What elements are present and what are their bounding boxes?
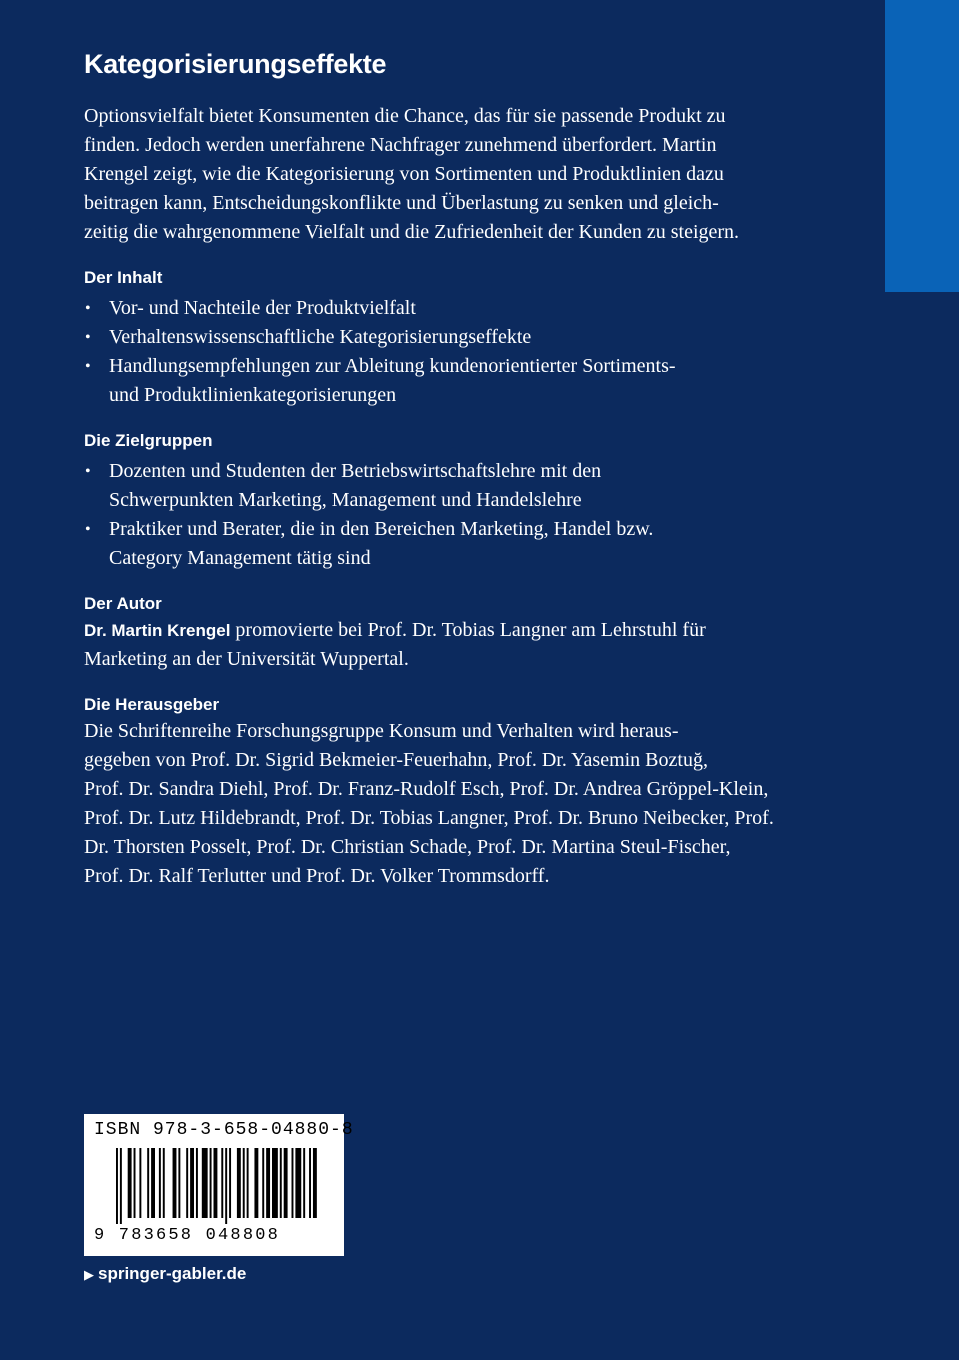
barcode-bar — [292, 1148, 294, 1218]
herausgeber-line: Prof. Dr. Ralf Terlutter und Prof. Dr. Volker Trommsdorff. — [84, 865, 550, 887]
list-item-line: • Dozenten und Studenten der Betriebswirtschaftslehre mit den — [109, 460, 602, 482]
barcode-bar — [139, 1148, 141, 1218]
list-item-line: • Verhaltenswissenschaftliche Kategorisierungseffekte — [109, 326, 532, 348]
herausgeber-line: Dr. Thorsten Posselt, Prof. Dr. Christian Schade, Prof. Dr. Martina Steul-Fischer, — [84, 836, 731, 858]
intro-line: finden. Jedoch werden unerfahrene Nachfrager zunehmend überfordert. Martin — [84, 134, 717, 156]
barcode-bar — [247, 1148, 249, 1218]
list-item — [84, 515, 814, 573]
barcode-bar — [280, 1148, 282, 1218]
barcode-bar — [303, 1148, 305, 1218]
barcode-bar — [284, 1148, 288, 1218]
inhalt-heading: Der Inhalt — [84, 268, 163, 287]
barcode-bar — [229, 1148, 231, 1218]
intro-line: zeitig die wahrgenommene Vielfalt und die Zufriedenheit der Kunden zu steigern. — [84, 221, 740, 243]
autor-text: promovierte bei Prof. Dr. Tobias Langner am Lehrstuhl für — [230, 619, 706, 641]
list-item-line: • Praktiker und Berater, die in den Bereichen Marketing, Handel bzw. — [109, 518, 654, 540]
intro-line: Optionsvielfalt bietet Konsumenten die Chance, das für sie passende Produkt zu — [84, 105, 726, 127]
isbn-barcode — [84, 1114, 354, 1256]
barcode-bar — [243, 1148, 245, 1218]
barcode-bar — [128, 1148, 132, 1218]
barcode-bar — [254, 1148, 258, 1218]
barcode-bar — [196, 1148, 198, 1218]
barcode-bar — [190, 1148, 194, 1218]
barcode-bar — [272, 1148, 278, 1218]
barcode-bar — [173, 1148, 177, 1218]
barcode-bar — [237, 1148, 241, 1218]
autor-line — [84, 616, 814, 645]
barcode-bar — [147, 1148, 149, 1218]
list-item-line: und Produktlinienkategorisierungen — [109, 384, 397, 406]
barcode-bar — [221, 1148, 223, 1218]
autor-heading: Der Autor — [84, 594, 162, 613]
barcode-bar — [225, 1148, 227, 1224]
website-url: springer-gabler.de — [98, 1264, 247, 1283]
barcode-bar — [313, 1148, 317, 1218]
list-item-line: Schwerpunkten Marketing, Management und Handelslehre — [109, 489, 582, 511]
barcode-bar — [202, 1148, 208, 1218]
barcode-bar — [120, 1148, 122, 1224]
inhalt-list — [84, 294, 814, 410]
barcode-bar — [262, 1148, 264, 1218]
accent-bar — [885, 0, 959, 292]
zielgruppen-list — [84, 457, 814, 573]
autor-paragraph — [84, 616, 814, 674]
author-name: Dr. Martin Krengel — [84, 621, 231, 640]
list-item-line: Category Management tätig sind — [109, 547, 371, 569]
intro-paragraph — [84, 102, 814, 247]
isbn-label: ISBN 978-3-658-04880-8 — [94, 1120, 354, 1140]
herausgeber-line: Prof. Dr. Lutz Hildebrandt, Prof. Dr. Tobias Langner, Prof. Dr. Bruno Neibecker, Prof. — [84, 807, 774, 829]
back-cover-content — [84, 44, 814, 891]
barcode-bar — [159, 1148, 161, 1218]
barcode-bar — [134, 1148, 136, 1218]
triangle-right-icon: ▶ — [84, 1267, 94, 1282]
ean-digits: 9 783658 048808 — [94, 1226, 281, 1245]
barcode-bar — [214, 1148, 218, 1218]
herausgeber-line: gegeben von Prof. Dr. Sigrid Bekmeier-Feuerhahn, Prof. Dr. Yasemin Boztuğ, — [84, 749, 708, 771]
list-item — [84, 294, 814, 323]
barcode-bar — [309, 1148, 311, 1218]
herausgeber-line: Die Schriftenreihe Forschungsgruppe Konsum und Verhalten wird heraus- — [84, 720, 679, 742]
barcode-bar — [178, 1148, 180, 1218]
list-item — [84, 352, 814, 410]
barcode-bar — [116, 1148, 118, 1224]
barcode-bar — [163, 1148, 165, 1218]
herausgeber-heading: Die Herausgeber — [84, 695, 220, 714]
zielgruppen-heading: Die Zielgruppen — [84, 431, 213, 450]
book-title: Kategorisierungseffekte — [84, 49, 387, 79]
barcode-bar — [151, 1148, 155, 1218]
herausgeber-line: Prof. Dr. Sandra Diehl, Prof. Dr. Franz-Rudolf Esch, Prof. Dr. Andrea Gröppel-Klein, — [84, 778, 769, 800]
list-item — [84, 323, 814, 352]
herausgeber-paragraph — [84, 717, 814, 891]
autor-line: Marketing an der Universität Wuppertal. — [84, 648, 409, 670]
intro-line: Krengel zeigt, wie die Kategorisierung von Sortimenten und Produktlinien dazu — [84, 163, 724, 185]
barcode-bar — [295, 1148, 301, 1218]
list-item-line: • Vor- und Nachteile der Produktvielfalt — [109, 297, 416, 319]
barcode-bar — [186, 1148, 188, 1218]
list-item — [84, 457, 814, 515]
intro-line: beitragen kann, Entscheidungskonflikte und Überlastung zu senken und gleich- — [84, 192, 719, 214]
publisher-website[interactable] — [84, 1264, 246, 1284]
list-item-line: • Handlungsempfehlungen zur Ableitung kundenorientierter Sortiments- — [109, 355, 676, 377]
barcode-bar — [266, 1148, 270, 1218]
barcode-bar — [210, 1148, 212, 1218]
